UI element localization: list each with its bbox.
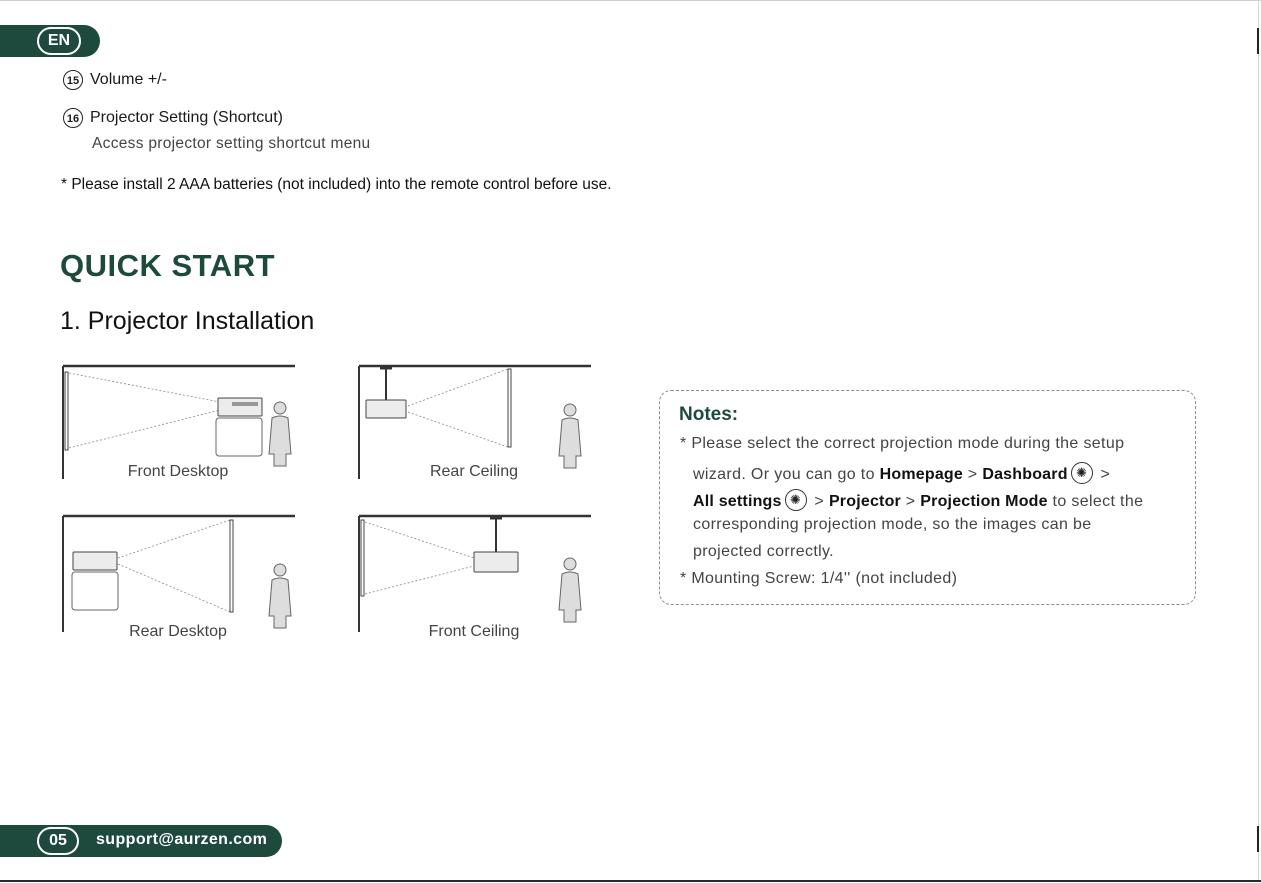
settings-gear-icon [1071,462,1093,484]
language-badge: EN [37,27,81,55]
notes-separator: > [1095,466,1111,483]
list-item-15 [63,70,167,90]
notes-line: * Mounting Screw: 1/4'' (not included) [680,570,958,587]
diagram-label: Rear Desktop [129,623,227,640]
notes-line [693,489,1143,511]
notes-title: Notes: [679,404,739,425]
notes-separator: > [809,493,829,510]
page-right-border [1258,0,1259,881]
notes-text: to select the [1047,493,1144,510]
item-label: Projector Setting (Shortcut) [90,109,283,127]
item-number-badge: 16 [63,108,83,128]
rear-desktop-diagram [60,512,300,634]
list-item-16 [63,108,283,128]
item-description: Access projector setting shortcut menu [92,135,371,152]
diagram-label: Rear Ceiling [429,463,519,480]
support-email: support@aurzen.com [96,831,268,848]
notes-line: projected correctly. [693,543,834,560]
diagram-label: Front Ceiling [428,623,520,640]
page-top-border [0,0,1261,1]
dashboard-label: Dashboard [982,466,1068,483]
settings-gear-icon [785,489,807,511]
page-number-badge: 05 [37,827,79,855]
diagram-label: Front Desktop [127,463,229,480]
notes-separator: > [900,493,921,510]
item-number-badge: 15 [63,70,83,90]
projection-mode-label: Projection Mode [920,493,1048,510]
notes-line: corresponding projection mode, so the images can be [693,516,1092,533]
notes-line: * Please select the correct projection mode during the setup [680,435,1125,452]
homepage-label: Homepage [879,466,964,483]
item-label: Volume +/- [90,71,167,89]
edge-mark-bottom [1257,826,1259,852]
all-settings-label: All settings [693,493,782,510]
notes-text: wizard. Or you can go to [693,466,880,483]
battery-note: * Please install 2 AAA batteries (not included) into the remote control before use. [61,176,612,193]
notes-line [693,462,1110,484]
quick-start-title: QUICK START [60,248,276,283]
projector-label: Projector [828,493,901,510]
section-title: 1. Projector Installation [60,307,315,335]
page-bottom-border [0,880,1261,882]
edge-mark-top [1257,28,1259,54]
notes-separator: > [963,466,983,483]
front-ceiling-diagram [356,512,596,634]
